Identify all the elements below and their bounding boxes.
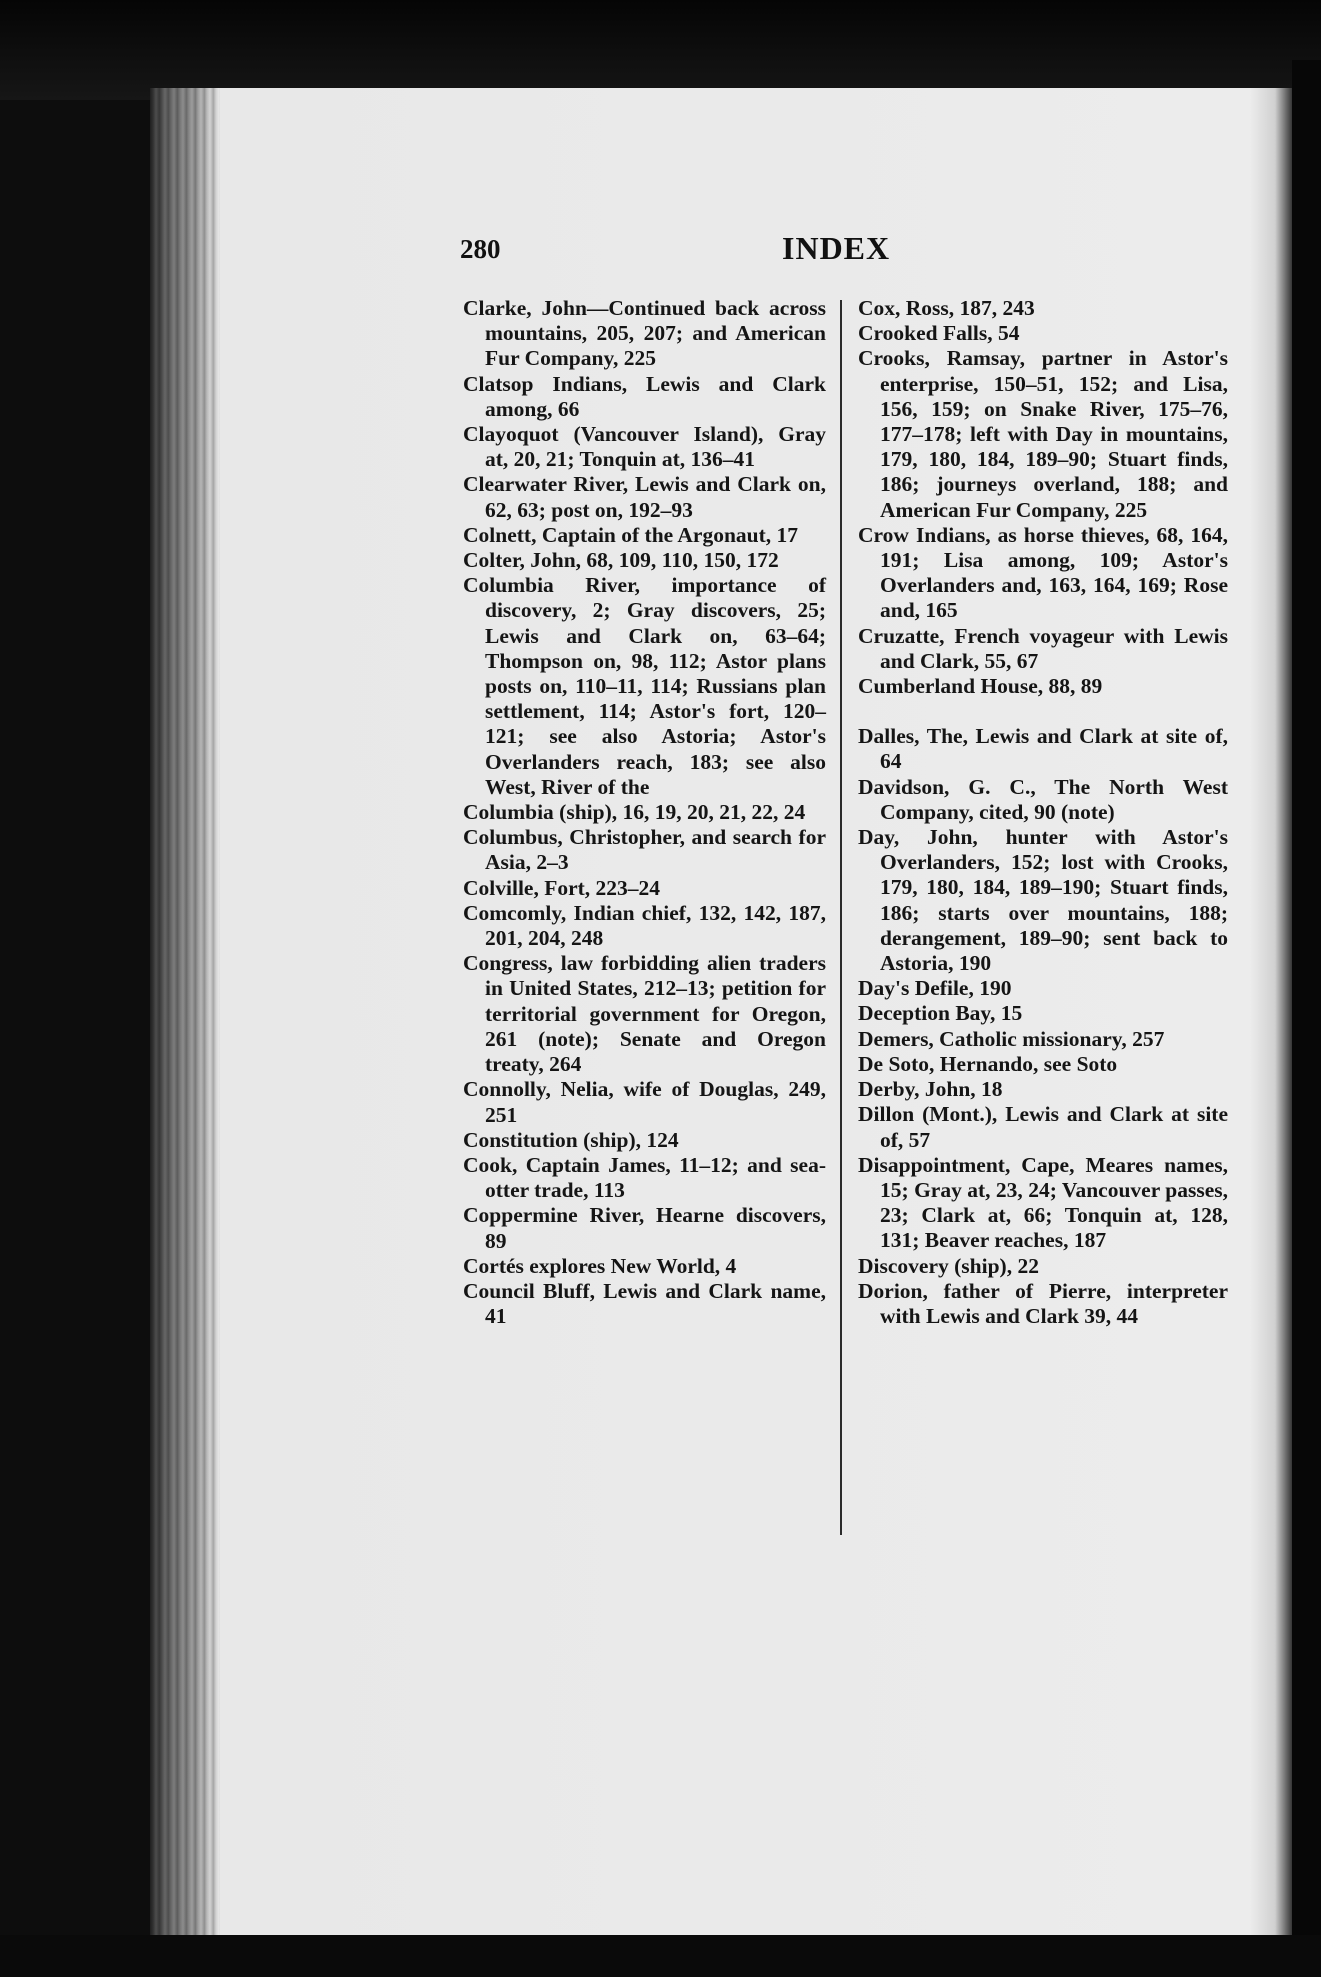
scan-background-bottom bbox=[0, 1935, 1321, 1977]
index-column-left bbox=[463, 296, 826, 1329]
index-entry: Congress, law forbidding alien traders in United States, 212–13; petition for territorial government for Oregon, 261 (note); Senate and Oregon treaty, 264 bbox=[463, 951, 826, 1077]
index-entry: Clayoquot (Vancouver Island), Gray at, 20, 21; Tonquin at, 136–41 bbox=[463, 422, 826, 472]
index-entry: Cox, Ross, 187, 243 bbox=[858, 296, 1035, 320]
index-entry: Columbia River, importance of discovery, 2; Gray discovers, 25; Lewis and Clark on, 63–64; Thompson on, 98, 112; Astor plans posts on, 110–11, 114; Russians plan settlement, 114; Astor's fort, 120–121; see also Astoria; Astor's Overlanders reach, 183; see also West, River of the bbox=[463, 573, 826, 799]
index-entry: Council Bluff, Lewis and Clark name, 41 bbox=[463, 1278, 826, 1329]
index-entry: Deception Bay, 15 bbox=[858, 1001, 1023, 1026]
index-entry: Day's Defile, 190 bbox=[858, 976, 1012, 1001]
index-entry: Constitution (ship), 124 bbox=[463, 1127, 679, 1152]
index-entry: Derby, John, 18 bbox=[858, 1077, 1003, 1102]
index-entry: Clatsop Indians, Lewis and Clark among, 66 bbox=[463, 371, 826, 421]
scan-background-right bbox=[1292, 60, 1321, 1977]
page-number: 280 bbox=[460, 234, 501, 264]
index-entry: Columbus, Christopher, and search for Asia, 2–3 bbox=[463, 825, 826, 875]
index-entry: Discovery (ship), 22 bbox=[858, 1253, 1039, 1278]
index-entry: Comcomly, Indian chief, 132, 142, 187, 201, 204, 248 bbox=[463, 900, 826, 951]
page-title: INDEX bbox=[782, 230, 891, 266]
index-entry: Columbia (ship), 16, 19, 20, 21, 22, 24 bbox=[463, 800, 806, 825]
index-entry: Colnett, Captain of the Argonaut, 17 bbox=[463, 522, 799, 547]
index-entry: De Soto, Hernando, see Soto bbox=[858, 1051, 1118, 1076]
index-entry: Cumberland House, 88, 89 bbox=[858, 674, 1103, 699]
index-entry: Demers, Catholic missionary, 257 bbox=[858, 1026, 1165, 1051]
index-entry: Day, John, hunter with Astor's Overlanders, 152; lost with Crooks, 179, 180, 184, 189–190; Stuart finds, 186; starts over mountains, 188; derangement, 189–90; sent back to Astoria, 190 bbox=[858, 825, 1228, 976]
index-entry: Disappointment, Cape, Meares names, 15; Gray at, 23, 24; Vancouver passes, 23; Clark at, 66; Tonquin at, 128, 131; Beaver reaches, 187 bbox=[858, 1152, 1228, 1253]
index-entry: Crooked Falls, 54 bbox=[858, 321, 1020, 346]
page-header bbox=[460, 226, 900, 276]
index-entry: Coppermine River, Hearne discovers, 89 bbox=[463, 1203, 826, 1253]
book-binding-edge bbox=[150, 88, 220, 1943]
index-entry: Dillon (Mont.), Lewis and Clark at site of, 57 bbox=[858, 1102, 1228, 1152]
column-divider bbox=[840, 300, 842, 1535]
index-column-right bbox=[858, 296, 1228, 1329]
index-entry: Colter, John, 68, 109, 110, 150, 172 bbox=[463, 548, 779, 573]
index-entry: Davidson, G. C., The North West Company, cited, 90 (note) bbox=[858, 774, 1228, 824]
index-entry: Crow Indians, as horse thieves, 68, 164, 191; Lisa among, 109; Astor's Overlanders and, 163, 164, 169; Rose and, 165 bbox=[858, 522, 1228, 623]
index-entry: Connolly, Nelia, wife of Douglas, 249, 251 bbox=[463, 1077, 826, 1127]
index-entry: Clarke, John—Continued back across mountains, 205, 207; and American Fur Company, 225 bbox=[463, 296, 826, 371]
index-entry: Dalles, The, Lewis and Clark at site of, 64 bbox=[858, 724, 1228, 774]
index-entry: Dorion, father of Pierre, interpreter with Lewis and Clark 39, 44 bbox=[858, 1278, 1228, 1328]
index-entry: Cortés explores New World, 4 bbox=[463, 1253, 737, 1278]
index-entry: Cook, Captain James, 11–12; and sea-otter trade, 113 bbox=[463, 1152, 826, 1203]
index-entry: Clearwater River, Lewis and Clark on, 62, 63; post on, 192–93 bbox=[463, 472, 826, 522]
scan-background-top bbox=[0, 0, 1321, 100]
index-entry: Crooks, Ramsay, partner in Astor's enterprise, 150–51, 152; and Lisa, 156, 159; on Snake River, 175–76, 177–178; left with Day in mountains, 179, 180, 184, 189–90; Stuart finds, 186; journeys overland, 188; and American Fur Company, 225 bbox=[858, 346, 1228, 522]
index-entry: Cruzatte, French voyageur with Lewis and Clark, 55, 67 bbox=[858, 623, 1228, 673]
index-entry: Colville, Fort, 223–24 bbox=[463, 875, 661, 900]
